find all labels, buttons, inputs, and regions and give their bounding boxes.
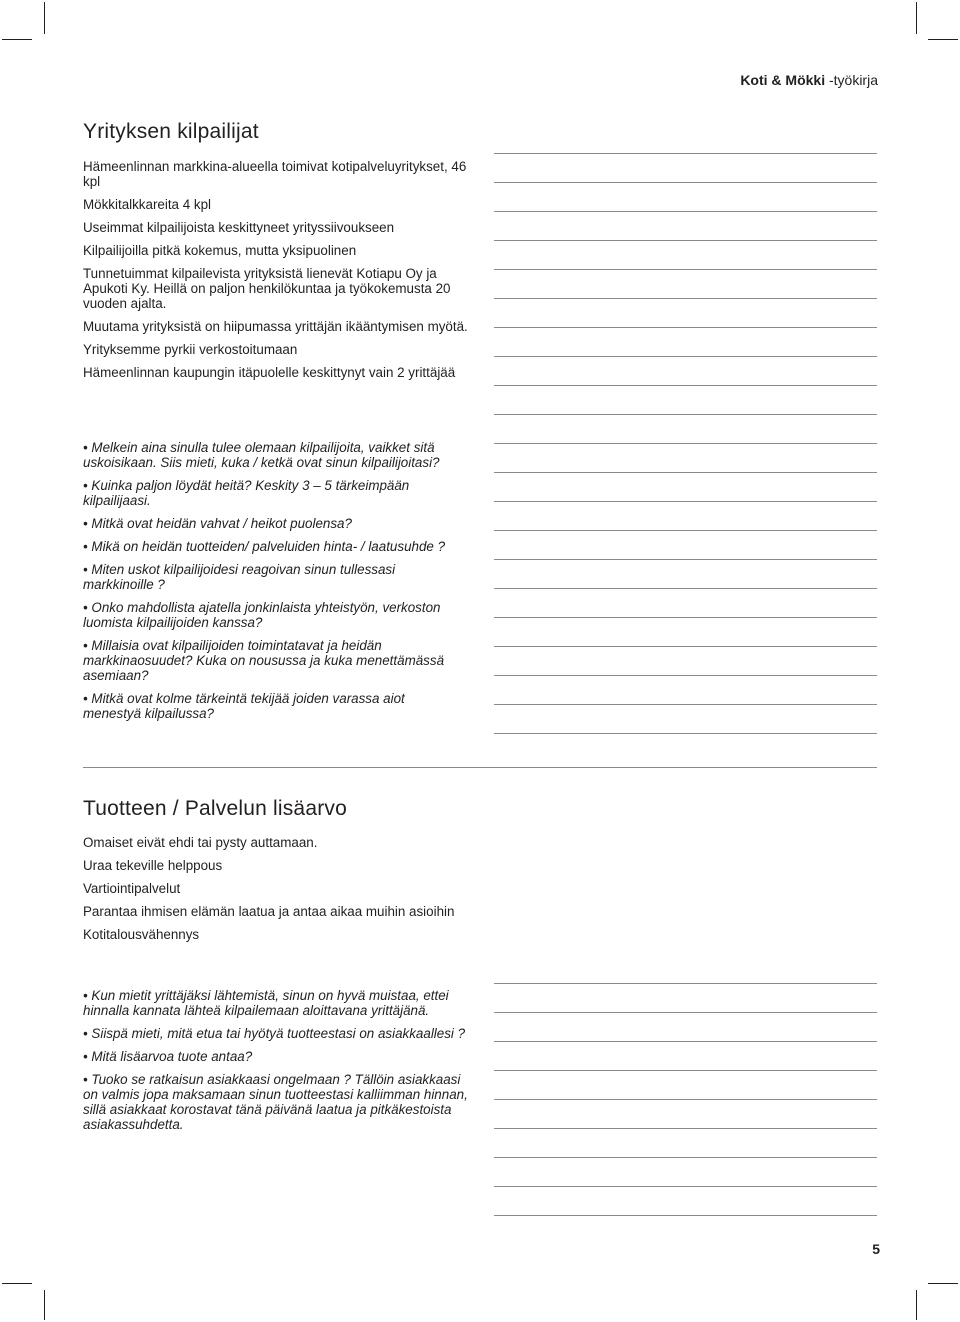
crop-mark	[916, 2, 917, 34]
question-bullet: • Tuoko se ratkaisun asiakkaasi ongelmaan ? Tällöin asiakkaasi on valmis jopa maksamaan sinun tuotteestasi kalliimman hinnan, sillä asiakkaat korostavat tänä päivänä laatua ja pitkäkestoista asiakassuhdetta.	[83, 1072, 468, 1132]
question-bullet: • Melkein aina sinulla tulee olemaan kilpailijoita, vaikket sitä uskoisikaan. Siis mieti, kuka / ketkä ovat sinun kilpailijoitasi?	[83, 440, 440, 470]
section-title-competitors: Yrityksen kilpailijat	[83, 120, 259, 143]
crop-mark	[44, 1290, 45, 1320]
question-bullet: • Kuinka paljon löydät heitä? Keskity 3 – 5 tärkeimpään kilpailijaasi.	[83, 478, 410, 508]
fact-paragraph: Parantaa ihmisen elämän laatua ja antaa aikaa muihin asioihin	[83, 904, 455, 919]
writing-line	[494, 983, 877, 984]
writing-line	[494, 733, 877, 734]
writing-line	[494, 356, 877, 357]
competitor-facts	[83, 159, 473, 388]
writing-line	[494, 298, 877, 299]
writing-line	[494, 530, 877, 531]
crop-mark	[928, 39, 958, 40]
question-bullet: • Mitkä ovat kolme tärkeintä tekijää joiden varassa aiot menestyä kilpailussa?	[83, 691, 405, 721]
writing-line	[494, 211, 877, 212]
question-bullet: • Miten uskot kilpailijoidesi reagoivan sinun tullessasi markkinoille ?	[83, 562, 396, 592]
question-bullet: • Kun mietit yrittäjäksi lähtemistä, sinun on hyvä muistaa, ettei hinnalla kannata lähteä kilpailemaan aloittavana yrittäjänä.	[83, 988, 449, 1018]
writing-line	[494, 240, 877, 241]
fact-paragraph: Muutama yrityksistä on hiipumassa yrittäjän ikääntymisen myötä.	[83, 319, 468, 334]
crop-mark	[2, 1283, 32, 1284]
writing-line	[494, 1186, 877, 1187]
writing-line	[494, 153, 877, 154]
writing-line	[494, 704, 877, 705]
writing-line	[494, 269, 877, 270]
writing-line	[494, 501, 877, 502]
question-bullet: • Onko mahdollista ajatella jonkinlaista yhteistyön, verkoston luomista kilpailijoiden kanssa?	[83, 600, 441, 630]
writing-line	[494, 1215, 877, 1216]
fact-paragraph: Tunnetuimmat kilpailevista yrityksistä lienevät Kotiapu Oy ja Apukoti Ky. Heillä on paljon henkilökuntaa ja työkokemusta 20 vuoden ajalta.	[83, 266, 451, 311]
crop-mark	[928, 1283, 958, 1284]
writing-line	[83, 767, 877, 768]
writing-line	[494, 1041, 877, 1042]
writing-line	[494, 182, 877, 183]
writing-line	[494, 327, 877, 328]
writing-line	[494, 1157, 877, 1158]
question-bullet: • Siispä mieti, mitä etua tai hyötyä tuotteestasi on asiakkaallesi ?	[83, 1026, 466, 1041]
crop-mark	[2, 39, 32, 40]
fact-paragraph: Vartiointipalvelut	[83, 881, 181, 896]
writing-line	[494, 588, 877, 589]
fact-paragraph: Uraa tekeville helppous	[83, 858, 223, 873]
fact-paragraph: Mökkitalkkareita 4 kpl	[83, 197, 212, 212]
fact-paragraph: Hämeenlinnan markkina-alueella toimivat kotipalveluyritykset, 46 kpl	[83, 159, 467, 189]
writing-line	[494, 1070, 877, 1071]
writing-line	[494, 675, 877, 676]
writing-line	[494, 617, 877, 618]
writing-line	[494, 414, 877, 415]
writing-line	[494, 443, 877, 444]
competitor-questions	[83, 440, 458, 729]
writing-line	[494, 1128, 877, 1129]
fact-paragraph: Hämeenlinnan kaupungin itäpuolelle keskittynyt vain 2 yrittäjää	[83, 365, 456, 380]
fact-paragraph: Omaiset eivät ehdi tai pysty auttamaan.	[83, 835, 318, 850]
writing-line	[494, 1099, 877, 1100]
writing-line	[494, 472, 877, 473]
writing-line	[494, 1012, 877, 1013]
crop-mark	[916, 1290, 917, 1320]
writing-line	[494, 646, 877, 647]
header-brand: Koti & Mökki	[740, 72, 826, 88]
value-questions	[83, 988, 468, 1140]
question-bullet: • Millaisia ovat kilpailijoiden toimintatavat ja heidän markkinaosuudet? Kuka on nousussa ja kuka menettämässä asemiaan?	[83, 638, 445, 683]
fact-paragraph: Kilpailijoilla pitkä kokemus, mutta yksipuolinen	[83, 243, 357, 258]
section-title-value-added: Tuotteen / Palvelun lisäarvo	[83, 797, 347, 820]
page-number: 5	[872, 1241, 880, 1257]
value-facts	[83, 835, 473, 950]
question-bullet: • Mikä on heidän tuotteiden/ palveluiden hinta- / laatusuhde ?	[83, 539, 446, 554]
question-bullet: • Mitä lisäarvoa tuote antaa?	[83, 1049, 253, 1064]
writing-line	[494, 385, 877, 386]
fact-paragraph: Kotitalousvähennys	[83, 927, 200, 942]
crop-mark	[44, 2, 45, 34]
fact-paragraph: Yrityksemme pyrkii verkostoitumaan	[83, 342, 298, 357]
fact-paragraph: Useimmat kilpailijoista keskittyneet yrityssiivoukseen	[83, 220, 395, 235]
running-header	[740, 72, 878, 88]
question-bullet: • Mitkä ovat heidän vahvat / heikot puolensa?	[83, 516, 352, 531]
writing-line	[494, 559, 877, 560]
header-suffix: -työkirja	[825, 72, 878, 88]
